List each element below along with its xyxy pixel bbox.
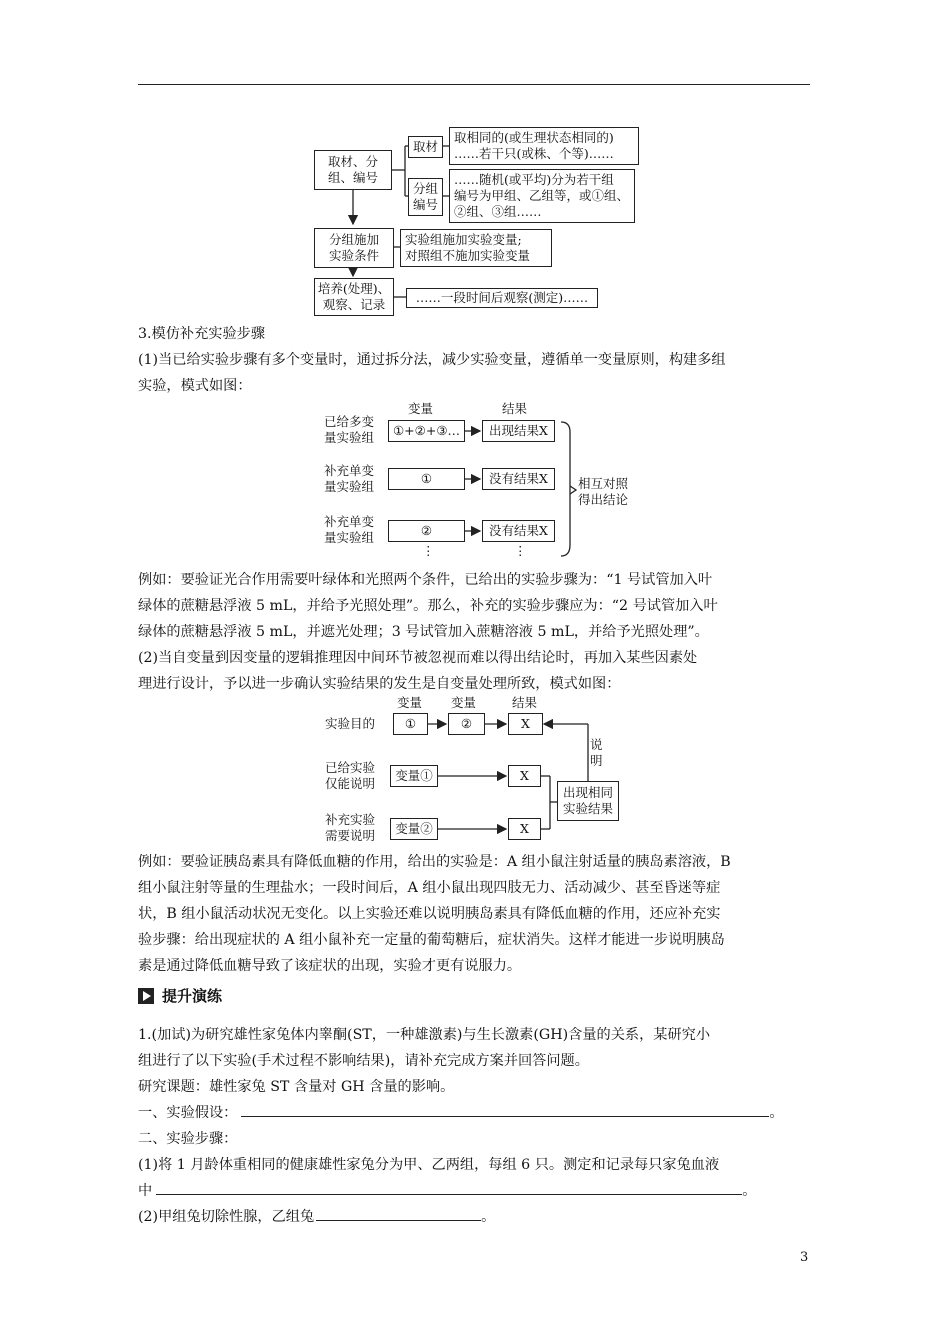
header-variable-1: 变量 [397, 695, 423, 710]
result-x-top: X [508, 713, 543, 735]
question-1-line: 组进行了以下实验(手术过程不影响结果)，请补充完成方案并回答问题。 [138, 1053, 589, 1069]
same-result-box: 出现相同 实验结果 [557, 781, 619, 821]
given-variable-box: 变量① [390, 765, 438, 787]
step-1-line: (1)将 1 月龄体重相同的健康雄性家兔分为甲、乙两组，每组 6 只。测定和记录每只家兔血液 [138, 1157, 720, 1173]
purpose-label: 实验目的 [325, 716, 376, 731]
given-experiment-label: 已给实验 仅能说明 [325, 760, 376, 791]
hypothesis-answer-blank[interactable] [241, 1102, 769, 1117]
row-1-result: 出现结果X [482, 420, 555, 442]
variable-2-box: ② [448, 713, 485, 735]
row-3-result: 没有结果X [482, 520, 555, 542]
example-2-line: 验步骤：给出现症状的 A 组小鼠补充一定量的葡萄糖后，症状消失。这样才能进一步说明胰岛 [138, 932, 725, 948]
example-1-line: 绿体的蔗糖悬浮液 5 mL，并遮光处理；3 号试管加入蔗糖溶液 5 mL，并给予光照处理”。 [138, 624, 709, 640]
step-2-label: (2)甲组兔切除性腺，乙组兔 [138, 1209, 315, 1225]
row-2-variable: ① [388, 468, 465, 490]
step-1-answer-blank[interactable] [156, 1180, 742, 1195]
example-2-line: 组小鼠注射等量的生理盐水；一段时间后，A 组小鼠出现四肢无力、活动减少、甚至昏迷等症 [138, 880, 721, 896]
steps-title: 二、实验步骤： [138, 1131, 238, 1147]
variable-1-box: ① [393, 713, 428, 735]
play-triangle-icon [138, 988, 154, 1004]
example-2-paragraph [138, 849, 814, 979]
header-variable-2: 变量 [451, 695, 477, 710]
ellipsis-result: ⋮ [514, 543, 527, 558]
explain-label: 说 明 [590, 737, 603, 768]
step-2-period: 。 [481, 1209, 496, 1225]
node-apply-conditions-desc: 实验组施加实验变量; 对照组不施加实验变量 [400, 229, 552, 267]
node-apply-conditions: 分组施加 实验条件 [314, 228, 394, 268]
result-x-supplementary: X [508, 818, 541, 840]
conclusion-label: 相互对照 得出结论 [578, 476, 629, 507]
node-group-number: 分组 编号 [408, 178, 443, 216]
supplementary-variable-box: 变量② [390, 818, 438, 840]
step-1-cont-label: 中 [138, 1183, 153, 1199]
row-1-variable: ①+②+③… [388, 420, 465, 442]
section-heading-text: 提升演练 [162, 987, 223, 1005]
row-3-label: 补充单变 量实验组 [324, 514, 375, 545]
row-2-label: 补充单变 量实验组 [324, 463, 375, 494]
node-group-number-desc: ……随机(或平均)分为若干组 编号为甲组、乙组等，或①组、 ②组、③组…… [449, 169, 635, 223]
node-culture-observe-desc: ……一段时间后观察(测定)…… [406, 288, 598, 308]
node-sampling-grouping: 取材、分 组、编号 [314, 150, 392, 190]
paragraph-1-line: 实验，模式如图： [138, 378, 252, 394]
header-variable: 变量 [408, 401, 434, 416]
example-2-line: 素是通过降低血糖导致了该症状的出现，实验才更有说服力。 [138, 958, 522, 974]
node-take-material-desc: 取相同的(或生理状态相同的) ……若干只(或株、个等)…… [449, 127, 639, 165]
step-1-continuation [138, 1178, 814, 1204]
step-2-line [138, 1204, 814, 1230]
section-heading [138, 985, 222, 1006]
question-1 [138, 1022, 814, 1230]
row-3-variable: ② [388, 520, 465, 542]
hypothesis-label: 一、实验假设： [138, 1105, 238, 1121]
ellipsis-variable: ⋮ [422, 543, 435, 558]
question-1-line: 1.(加试)为研究雄性家兔体内睾酮(ST，一种雄激素)与生长激素(GH)含量的关系，某研究小 [138, 1027, 711, 1043]
paragraph-1-line: (1)当已给实验步骤有多个变量时，通过拆分法，减少实验变量，遵循单一变量原则，构建多组 [138, 352, 726, 368]
header-result: 结果 [512, 695, 538, 710]
example-1-line: 理进行设计，予以进一步确认实验结果的发生是自变量处理所致，模式如图： [138, 676, 621, 692]
example-2-line: 例如：要验证胰岛素具有降低血糖的作用，给出的实验是：A 组小鼠注射适量的胰岛素溶液，B [138, 854, 731, 870]
example-1-line: 例如：要验证光合作用需要叶绿体和光照两个条件，已给出的实验步骤为：“1 号试管加入叶 [138, 572, 713, 588]
example-2-line: 状，B 组小鼠活动状况无变化。以上实验还难以说明胰岛素具有降低血糖的作用，还应补充实 [138, 906, 721, 922]
hypothesis-line [138, 1100, 814, 1126]
step-1-period: 。 [742, 1183, 757, 1199]
node-culture-observe: 培养(处理)、 观察、记录 [314, 278, 394, 316]
example-1-line: (2)当自变量到因变量的逻辑推理因中间环节被忽视而难以得出结论时，再加入某些因素处 [138, 650, 698, 666]
page-number: 3 [800, 1250, 809, 1265]
node-take-material: 取材 [408, 136, 443, 158]
header-result: 结果 [502, 401, 528, 416]
step-2-answer-blank[interactable] [316, 1206, 481, 1221]
hypothesis-period: 。 [769, 1105, 784, 1121]
row-2-result: 没有结果X [482, 468, 555, 490]
example-1-line: 绿体的蔗糖悬浮液 5 mL，并给予光照处理”。那么，补充的实验步骤应为：“2 号试管加入叶 [138, 598, 718, 614]
result-x-given: X [508, 765, 541, 787]
question-1-line: 研究课题：雄性家兔 ST 含量对 GH 含量的影响。 [138, 1079, 455, 1095]
section-3-title: 3.模仿补充实验步骤 [138, 326, 266, 342]
row-1-label: 已给多变 量实验组 [324, 414, 375, 445]
supplementary-experiment-label: 补充实验 需要说明 [325, 812, 376, 843]
